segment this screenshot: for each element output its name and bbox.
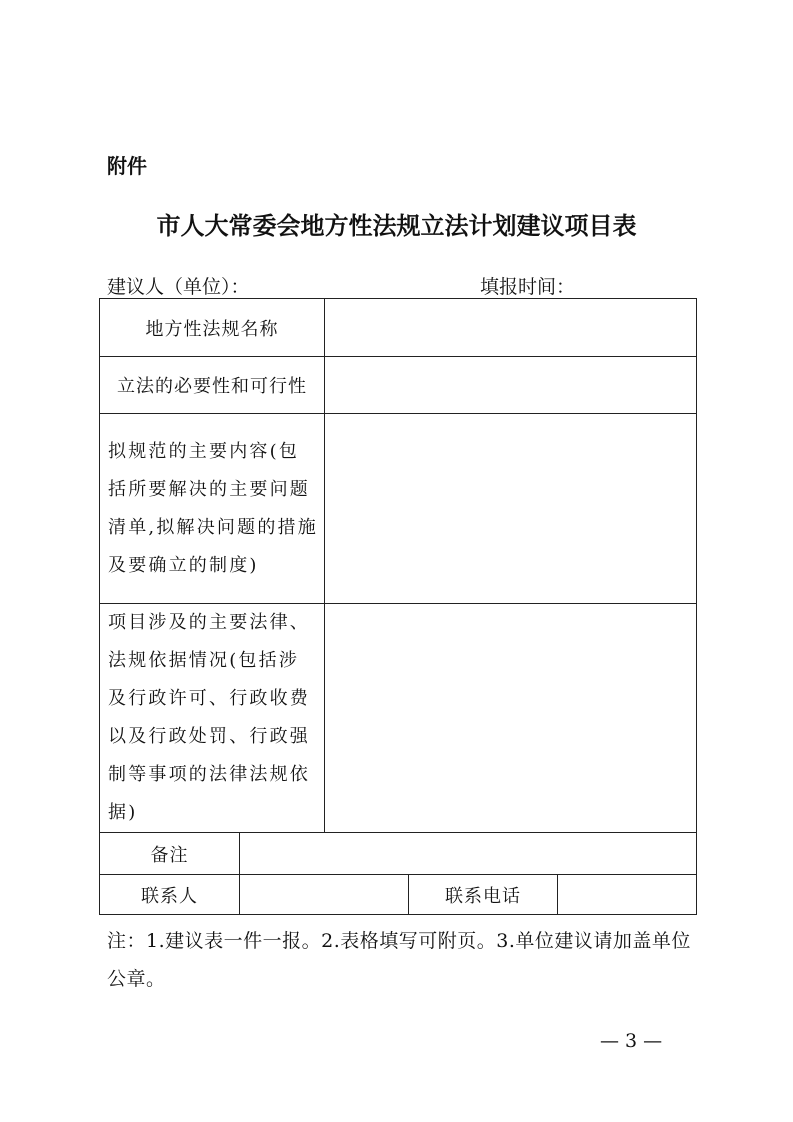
necessity-field[interactable]: [325, 357, 697, 414]
remarks-label: 备注: [100, 833, 240, 875]
contact-phone-label: 联系电话: [409, 875, 558, 915]
contact-person-field[interactable]: [240, 875, 409, 915]
table-row-remarks: [100, 833, 697, 875]
remarks-field[interactable]: [240, 833, 697, 875]
table-row-contact: [100, 875, 697, 915]
legal-basis-label: 项目涉及的主要法律、法规依据情况(包括涉及行政许可、行政收费以及行政处罚、行政强制等事项的法律法规依据): [100, 604, 325, 833]
attachment-label: 附件: [107, 154, 147, 178]
table-row-legal-basis: [100, 604, 697, 833]
regulation-name-label: 地方性法规名称: [100, 299, 325, 357]
page-number: — 3 —: [600, 1030, 663, 1052]
main-content-field[interactable]: [325, 414, 697, 604]
contact-phone-field[interactable]: [558, 875, 697, 915]
legal-basis-field[interactable]: [325, 604, 697, 833]
contact-person-label: 联系人: [100, 875, 240, 915]
table-row-regulation-name: [100, 299, 697, 357]
regulation-name-field[interactable]: [325, 299, 697, 357]
necessity-label: 立法的必要性和可行性: [100, 357, 325, 414]
main-content-label: 拟规范的主要内容(包括所要解决的主要问题清单,拟解决问题的措施及要确立的制度): [100, 414, 325, 604]
fill-date-label: 填报时间：: [480, 276, 576, 298]
proposer-label: 建议人（单位）：: [107, 276, 250, 298]
table-row-necessity: [100, 357, 697, 414]
table-row-main-content: [100, 414, 697, 604]
footnote: 注：1.建议表一件一报。2.表格填写可附页。3.单位建议请加盖单位公章。: [107, 930, 691, 990]
page-title: 市人大常委会地方性法规立法计划建议项目表: [156, 211, 637, 240]
proposal-form-table: [99, 298, 697, 915]
